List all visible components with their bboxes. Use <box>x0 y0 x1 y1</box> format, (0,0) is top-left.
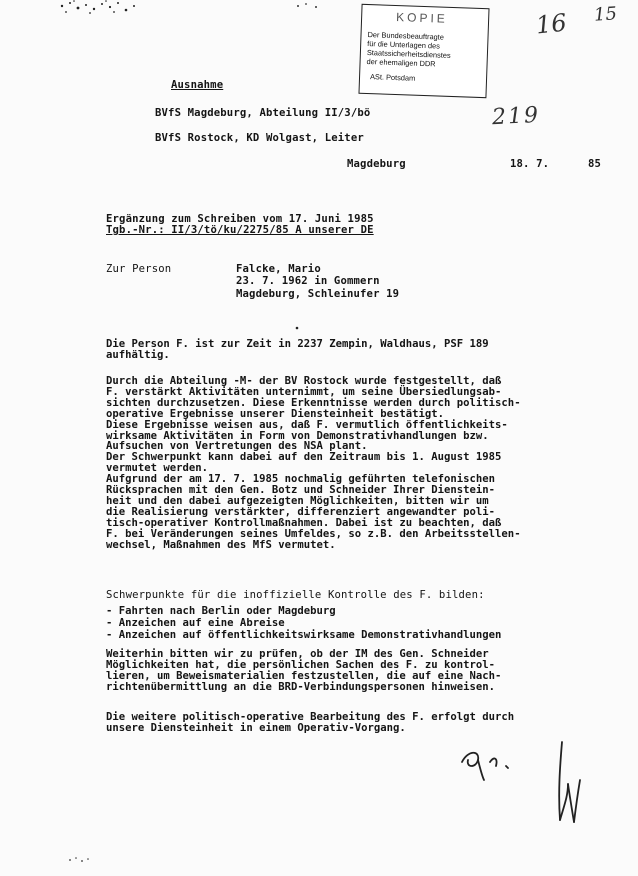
text-line: sichten durchzusetzen. Diese Erkenntnisse werden durch politisch- <box>106 396 521 409</box>
paragraph-location <box>106 339 606 361</box>
subject-line-2: Tgb.-Nr.: II/3/tö/ku/2275/85 A unserer DE <box>106 224 374 236</box>
stamp-title: KOPIE <box>395 10 449 26</box>
stamp-line: für die Unterlagen des <box>367 39 441 51</box>
paragraph-request <box>106 649 606 693</box>
text-line: unsere Diensteinheit in einem Operativ-Vorgang. <box>106 721 406 734</box>
scan-speck <box>294 325 300 331</box>
handwritten-ref-number: 219 <box>491 102 541 131</box>
subject-line-1: Ergänzung zum Schreiben vom 17. Juni 1985 <box>106 213 374 225</box>
archive-stamp <box>358 4 489 98</box>
stamp-line: Der Bundesbeauftragte <box>367 30 445 42</box>
text-line: vermutet werden. <box>106 462 209 475</box>
text-line: richtenübermittlung an die BRD-Verbindungspersonen hinweisen. <box>106 680 496 693</box>
paragraph-closing <box>106 712 606 734</box>
person-birth: 23. 7. 1962 in Gommern <box>236 275 380 287</box>
text-line: Aufgrund der am 17. 7. 1985 nochmalig geführten telefonischen <box>106 473 496 486</box>
stamp-line: der ehemaligen DDR <box>366 57 436 69</box>
stamp-line: ASt. Potsdam <box>369 72 416 83</box>
scan-noise-top-mid <box>292 0 332 14</box>
date-year: 85 <box>588 158 602 170</box>
text-line: Durch die Abteilung -M- der BV Rostock wurde festgestellt, daß <box>106 375 502 387</box>
text-line: lieren, um Beweismaterialien festzustellen, die auf eine Nach- <box>106 669 502 682</box>
date-day-month: 18. 7. <box>510 158 550 170</box>
text-line: Diese Ergebnisse weisen aus, daß F. vermutlich öffentlichkeits- <box>106 418 508 431</box>
scan-noise-bottom-left <box>66 852 106 868</box>
person-label: Zur Person <box>106 263 172 275</box>
focus-intro: Schwerpunkte für die inoffizielle Kontrolle des F. bilden: <box>106 589 485 601</box>
text-line: Die Person F. ist zur Zeit in 2237 Zempin, Waldhaus, PSF 189 <box>106 338 489 350</box>
text-line: die Realisierung verstärkter, differenziert angewandter poli- <box>106 505 496 518</box>
recipient-unit: BVfS Rostock, KD Wolgast, Leiter <box>155 132 364 144</box>
list-item: - Anzeichen auf eine Abreise <box>106 617 285 629</box>
text-line: aufhältig. <box>106 348 170 361</box>
handwritten-signature <box>450 736 620 846</box>
text-line: Weiterhin bitten wir zu prüfen, ob der IM des Gen. Schneider <box>106 648 489 660</box>
text-line: Aufsuchen von Vertretungen des NSA plant. <box>106 440 368 453</box>
person-address: Magdeburg, Schleinufer 19 <box>236 288 400 300</box>
place: Magdeburg <box>347 158 406 170</box>
text-line: heit und den dabei aufgezeigten Möglichkeiten, bitten wir um <box>106 494 489 507</box>
text-line: wirksame Aktivitäten in Form von Demonstrativhandlungen bzw. <box>106 429 489 442</box>
text-line: wechsel, Maßnahmen des MfS vermutet. <box>106 538 336 551</box>
stamp-line: Staatssicherheitsdienstes <box>366 48 451 60</box>
text-line: tisch-operativer Kontrollmaßnahmen. Dabei ist zu beachten, daß <box>106 516 502 529</box>
paragraph-findings <box>106 376 606 551</box>
person-name: Falcke, Mario <box>236 263 321 275</box>
text-line: F. verstärkt Aktivitäten unternimmt, um seine Übersiedlungsab- <box>106 385 502 398</box>
sender-unit: BVfS Magdeburg, Abteilung II/3/bö <box>155 107 371 119</box>
text-line: Der Schwerpunkt kann dabei auf den Zeitraum bis 1. August 1985 <box>106 451 502 464</box>
list-item: - Anzeichen auf öffentlichkeitswirksame Demonstrativhandlungen <box>106 629 502 641</box>
text-line: Rücksprachen mit den Gen. Botz und Schneider Ihrer Dienstein- <box>106 484 496 497</box>
focus-list <box>106 605 606 641</box>
text-line: F. bei Veränderungen seines Umfeldes, so z.B. den Arbeitsstellen- <box>106 527 521 540</box>
text-line: operative Ergebnisse unserer Diensteinheit bestätigt. <box>106 407 445 420</box>
scan-noise-top-left <box>50 0 170 30</box>
list-item: - Fahrten nach Berlin oder Magdeburg <box>106 605 336 617</box>
restriction-note: Ausnahme <box>171 79 224 91</box>
handwritten-page-number-2: 15 <box>593 3 618 26</box>
handwritten-page-number: 16 <box>534 8 568 40</box>
text-line: Möglichkeiten hat, die persönlichen Sachen des F. zu kontrol- <box>106 658 496 671</box>
text-line: Die weitere politisch-operative Bearbeitung des F. erfolgt durch <box>106 711 515 723</box>
